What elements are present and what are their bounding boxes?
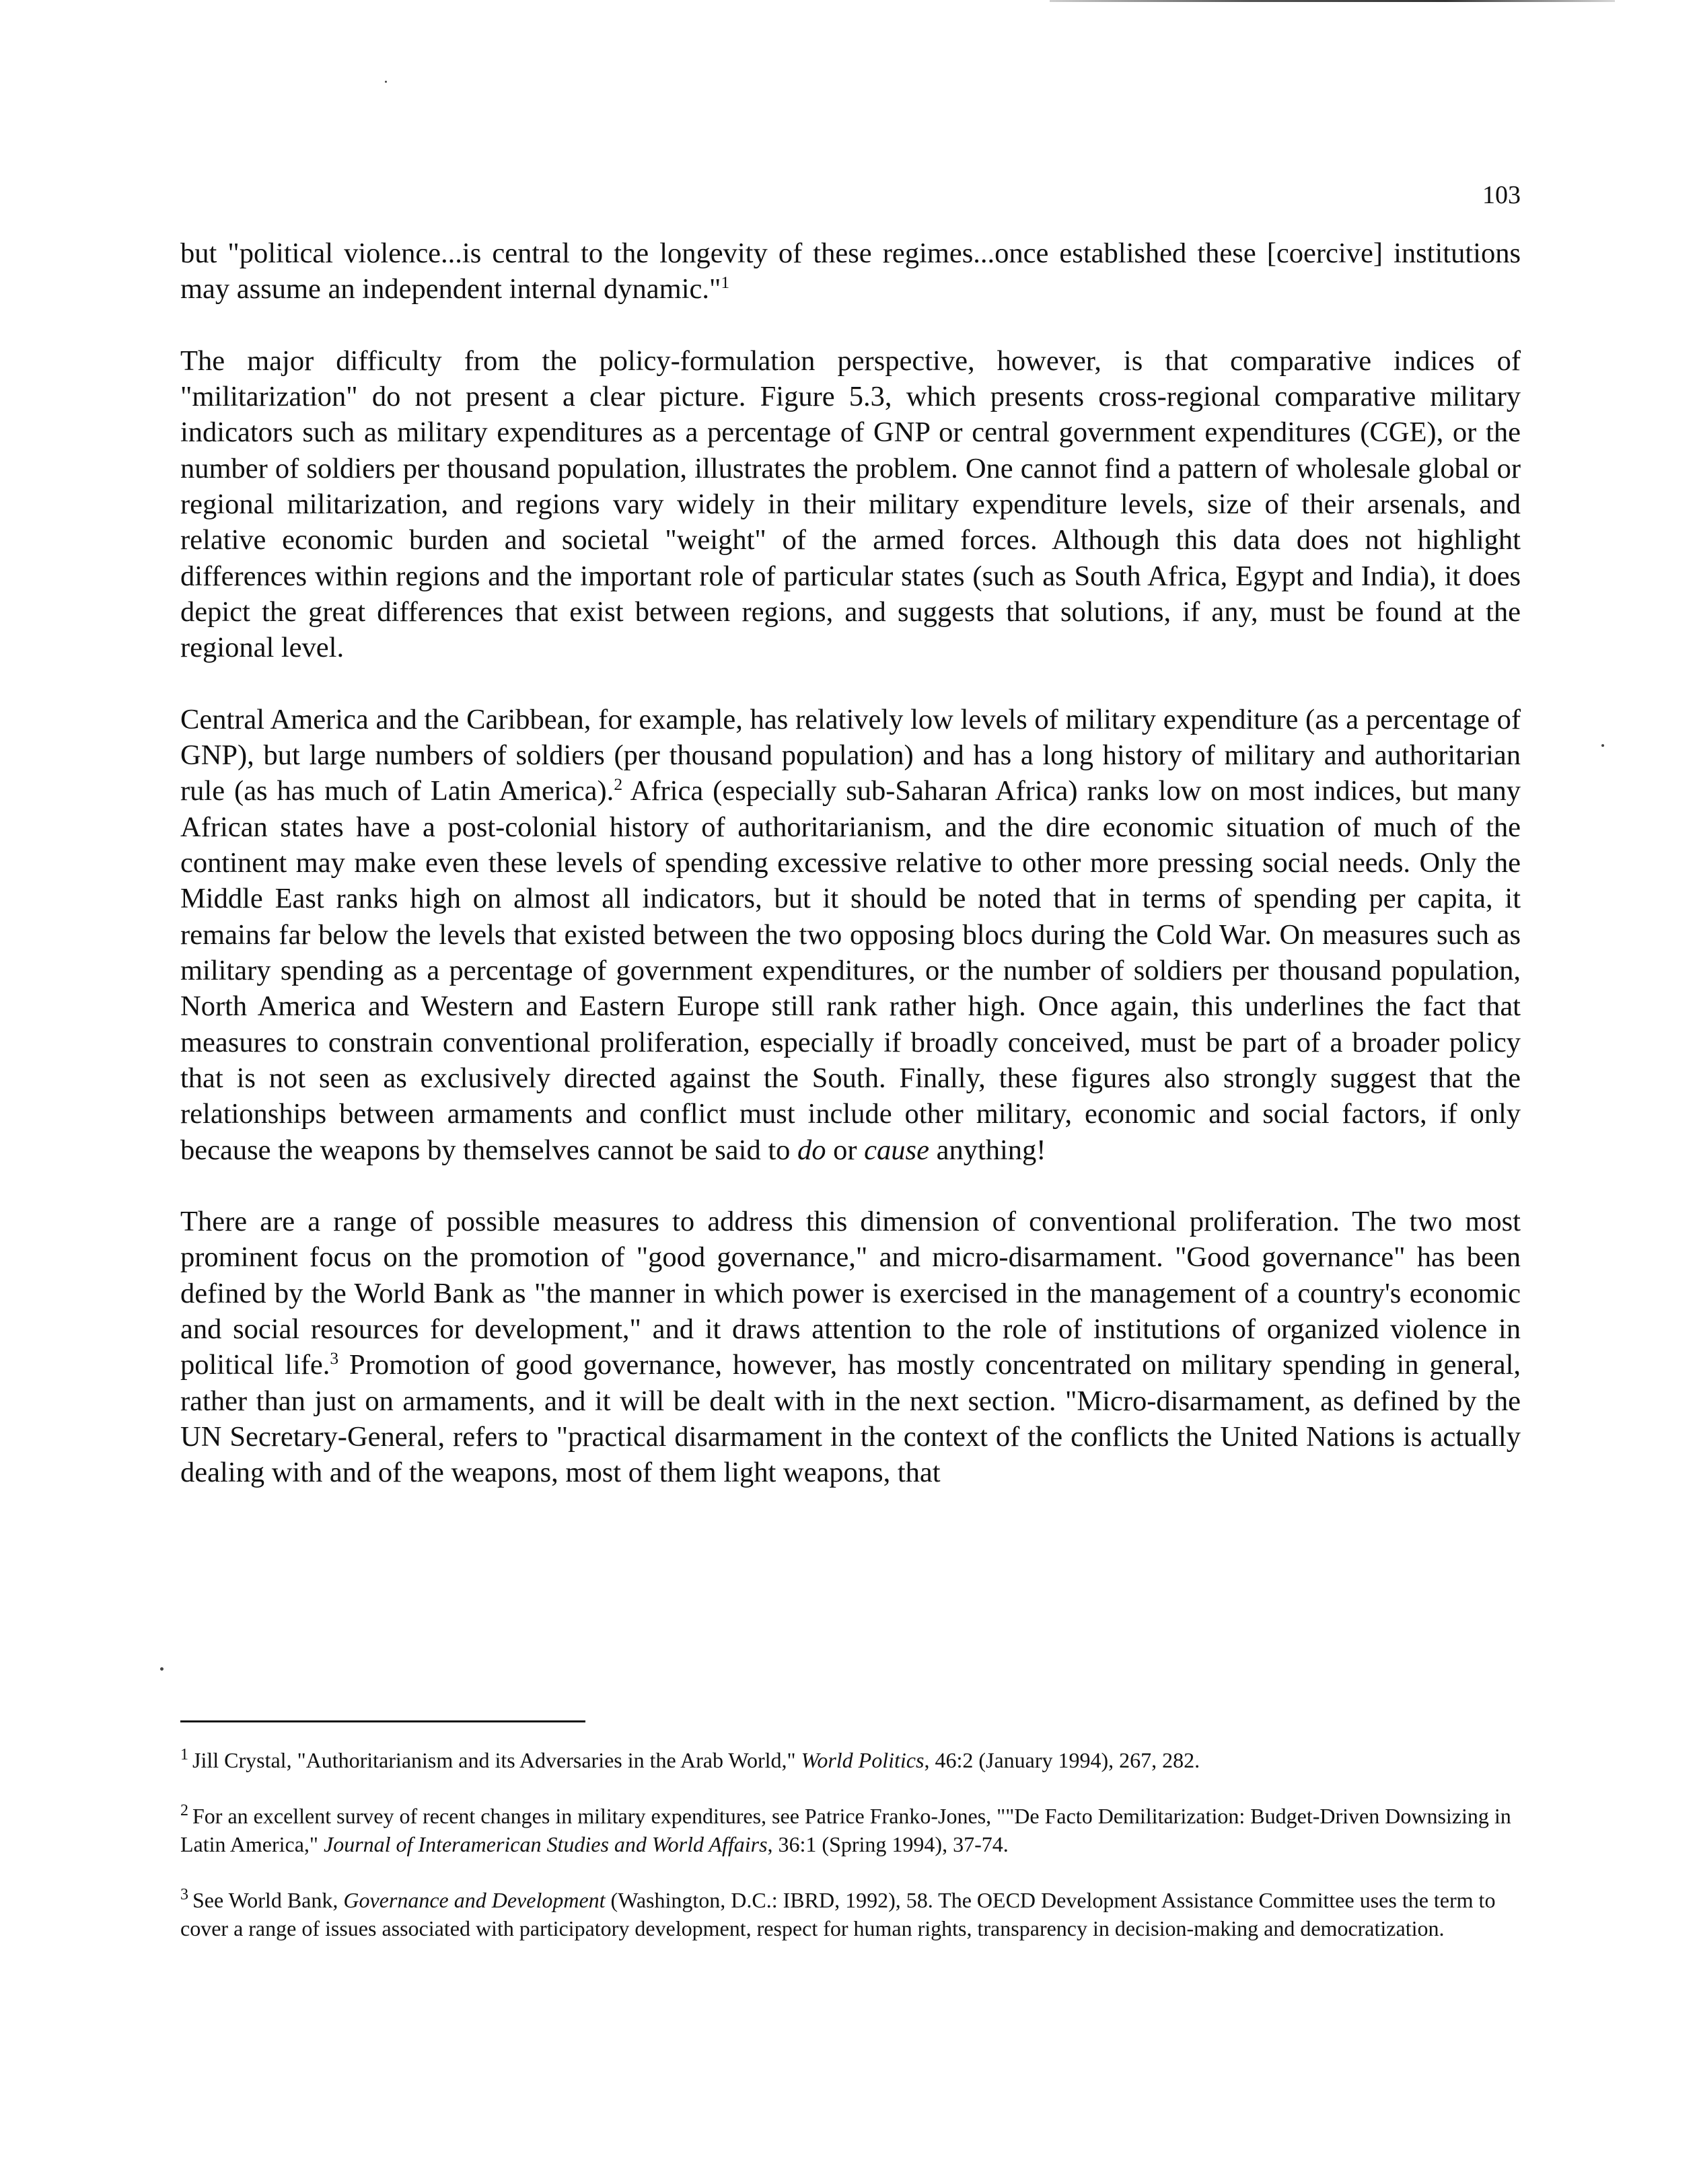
footnote-title: Governance and Development — [343, 1887, 606, 1912]
paragraph-4 — [180, 1204, 1521, 1491]
footnote-text: For an excellent survey of recent changes in military expenditures, see Patrice Franko-Jones, ""De Facto Demilitarization: Budget-Driven Downsizing in Latin America," — [180, 1803, 1511, 1857]
paragraph-text: or — [826, 1134, 865, 1166]
paragraph-2 — [180, 343, 1521, 666]
scan-speck — [160, 1667, 164, 1671]
scan-speck — [1601, 744, 1604, 747]
footnote-text: Jill Crystal, "Authoritarianism and its Adversaries in the Arab World," — [192, 1748, 801, 1772]
paragraph-text: anything! — [929, 1134, 1046, 1166]
paragraph-text: Africa (especially sub-Saharan Africa) ranks low on most indices, but many African states have a post-colonial history of authoritarianism, and the dire economic situation of much of the continent may make even these levels of spending excessive relative to other more pressing social needs. Only the Middle East ranks high on almost all indicators, but it should be noted that in terms of spending per capita, it remains far below the levels that existed between the two opposing blocs during the Cold War. On measures such as military spending as a percentage of government expenditures, or the number of soldiers per thousand population, North America and Western and Eastern Europe still rank rather high. Once again, this underlines the fact that measures to constrain conventional proliferation, especially if broadly conceived, must be part of a broader policy that is not seen as exclusively directed against the South. Finally, these figures also strongly suggest that the relationships between armaments and conflict must include other military, economic and social factors, if only because the weapons by themselves cannot be said to — [180, 775, 1521, 1166]
footnote-separator — [180, 1720, 585, 1722]
paragraph-text: Central America and the Caribbean, for example, has relatively low levels of military expenditure (as a percentage of GNP), but large numbers of soldiers (per thousand population) and has a long history of military and authoritarian rule (as has much of Latin America). — [180, 703, 1521, 807]
footnote-title: Journal of Interamerican Studies and World Affairs — [323, 1832, 768, 1857]
paragraph-text: but "political violence...is central to the longevity of these regimes...once established these [coercive] institutions may assume an independent internal dynamic." — [180, 238, 1521, 305]
scan-edge-line — [1050, 0, 1615, 2]
footnote-title: World Politics — [801, 1748, 925, 1772]
footnote-ref-2[interactable]: 2 — [614, 774, 623, 795]
footnote-2 — [180, 1802, 1521, 1859]
footnote-ref-1[interactable]: 1 — [721, 272, 730, 293]
footnote-mark: 1 — [180, 1746, 188, 1764]
footnote-mark: 2 — [180, 1801, 188, 1819]
paragraph-text: There are a range of possible measures to address this dimension of conventional proliferation. The two most prominent focus on the promotion of "good governance," and micro-disarmament. "Good governance" has been defined by the World Bank as "the manner in which power is exercised in the management of a country's economic and social resources for development," and it draws attention to the role of institutions of organized violence in political life. — [180, 1205, 1521, 1381]
page-number: 103 — [1482, 181, 1521, 209]
footnote-text: , 36:1 (Spring 1994), 37-74. — [767, 1832, 1009, 1857]
footnote-3 — [180, 1886, 1521, 1943]
footnote-1 — [180, 1746, 1521, 1775]
footnote-ref-3[interactable]: 3 — [330, 1348, 339, 1369]
scan-speck — [385, 81, 387, 83]
footnotes — [180, 1746, 1521, 1970]
paragraph-1 — [180, 235, 1521, 307]
footnote-text: (Washington, D.C.: IBRD, 1992), 58. The OECD Development Assistance Committee uses the term to cover a range of issues associated with participatory development, respect for human rights, transparency in decision-making and democratization. — [180, 1887, 1496, 1941]
body-text — [180, 235, 1521, 1527]
footnote-mark: 3 — [180, 1885, 188, 1903]
paragraph-text: The major difficulty from the policy-formulation perspective, however, is that comparative indices of "militarization" do not present a clear picture. Figure 5.3, which presents cross-regional comparative military indicators such as military expenditures as a percentage of GNP or central government expenditures (CGE), or the number of soldiers per thousand population, illustrates the problem. One cannot find a pattern of wholesale global or regional militarization, and regions vary widely in their military expenditure levels, size of their arsenals, and relative economic burden and societal "weight" of the armed forces. Although this data does not highlight differences within regions and the important role of particular states (such as South Africa, Egypt and India), it does depict the great differences that exist between regions, and suggests that solutions, if any, must be found at the regional level. — [180, 344, 1521, 664]
emphasis-cause: cause — [864, 1134, 929, 1166]
emphasis-do: do — [797, 1134, 826, 1166]
paragraph-text: Promotion of good governance, however, has mostly concentrated on military spending in general, rather than just on armaments, and it will be dealt with in the next section. "Micro-disarmament, as defined by the UN Secretary-General, refers to "practical disarmament in the context of the conflicts the United Nations is actually dealing with and of the weapons, most of them light weapons, that — [180, 1349, 1521, 1489]
footnote-text: , 46:2 (January 1994), 267, 282. — [924, 1748, 1200, 1772]
footnote-text: See World Bank, — [192, 1887, 344, 1912]
paragraph-3 — [180, 702, 1521, 1168]
